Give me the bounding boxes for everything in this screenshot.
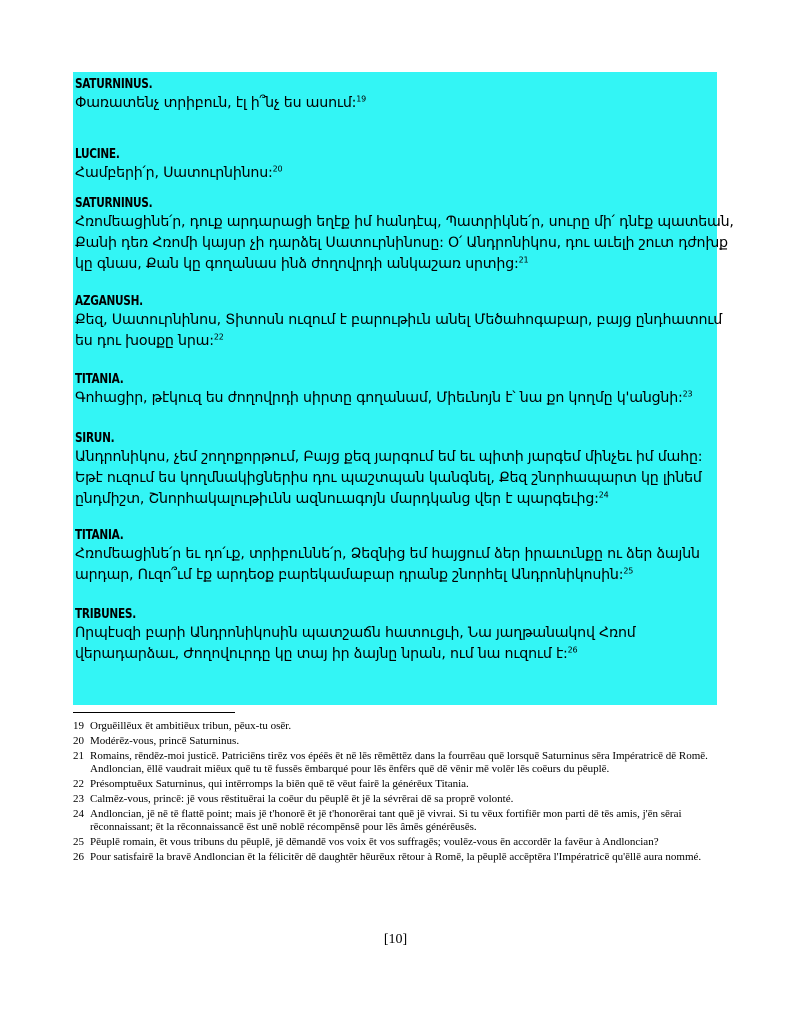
speech-line: կը գնաս, Քան կը գողանաս ինձ ժողովրդի անկաշառ սրտից:$^{21}$ xyxy=(75,255,529,272)
speech-line: Որպէսզի բարի Անդրոնիկոսին պատշաճն հատուցւի, Նա յաղթանակով Հռոմ xyxy=(75,625,636,641)
footnote-ref[interactable]: 21 xyxy=(518,255,529,265)
speech-line: արդար, Ուզո՞ւմ էք արդեօք բարեկամաբար դրանք շնորհել Անդրոնիկոսին:$^{25}$ xyxy=(75,566,634,583)
footnote-ref[interactable]: 23 xyxy=(682,389,693,399)
footnote xyxy=(73,793,723,806)
footnote-number: 21 xyxy=(73,750,84,762)
speaker-name: TRIBUNĒS. xyxy=(75,607,136,622)
footnote-text: Pour satisfairē la bravē Andloncian ēt la félicitēr dē daughtēr hēurēux rētour à Romē, la pēuplē accēptēra l'Impératricē qu'ēllē aura nommé. xyxy=(90,851,702,864)
footnote xyxy=(73,808,723,834)
speaker-name: AZGANUSH. xyxy=(75,294,143,309)
speech-block xyxy=(75,76,715,114)
footnote-number: 26 xyxy=(73,851,84,864)
speaker-name: TITANIA. xyxy=(75,372,124,387)
footnote-text: Romains, rēndēz-moi justicē. Patriciēns tirēz vos épéēs ēt nē lēs rēmēttēz dans la fourrēau quē lorsquē Saturninus sēra Impératricē dē Romē. Andloncian, ēllē vaudrait miēux quē tu tē fussēs ēmbarqué pour lēs ēnfērs quē dē vēnir mē volēr lēs coēurs du pēuplē. xyxy=(90,750,708,776)
footnote-number: 19 xyxy=(73,720,84,732)
speech-line: Փառատենչ տրիբուն, էլ ի՞նչ ես ասում:$^{19}$ xyxy=(75,94,366,111)
footnote-text: Andloncian, jē nē tē flattē point; mais jē t'honorē ēt jē t'honorērai tant quē jē vivrai. Si tu vēux fortifiēr mon parti dē tēs amis, j'ēn sērai rēconnaissant; ēt la rēconnaissancē ēst unē noblē récompēnsē pour lēs âmēs générēusēs. xyxy=(90,808,682,834)
footnote-text: Pēuplē romain, ēt vous tribuns du pēuplē, jē dēmandē vos voix ēt vos suffragēs; voulēz-vous ēn accordēr la favēur à Andloncian? xyxy=(90,836,659,849)
footnote xyxy=(73,735,723,748)
footnote-ref[interactable]: 20 xyxy=(272,164,283,174)
speech-block xyxy=(75,293,723,352)
speech-line: Եթէ ուզում ես կողմնակիցներիս դու պաշտպան կանգնել, Քեզ շնորհապարտ կը լինեմ xyxy=(75,470,702,486)
footnote-number: 20 xyxy=(73,735,84,747)
footnote-ref[interactable]: 22 xyxy=(213,332,224,342)
speech-line: Քեզ, Սատուրնինոս, Տիտոսն ուզում է բարութիւն անել Մեծահոգաբար, բայց ընդհատում xyxy=(75,312,723,328)
speech-line: Անդրոնիկոս, չեմ շողոքորթում, Բայց քեզ յարգում եմ եւ պիտի յարգեմ մինչեւ իմ մահը: xyxy=(75,449,703,465)
footnote-separator xyxy=(73,712,235,713)
footnote xyxy=(73,720,723,733)
footnote-ref[interactable]: 26 xyxy=(567,645,578,655)
speech-line: Համբերի՛ր, Սատուրնինոս:$^{20}$ xyxy=(75,164,283,181)
page-number: [10] xyxy=(383,932,408,947)
footnote xyxy=(73,836,723,849)
speaker-name: SIRUN. xyxy=(75,431,115,446)
footnote-number: 25 xyxy=(73,836,84,849)
speech-block xyxy=(75,430,715,510)
speaker-name: SATURNINUS. xyxy=(75,196,153,211)
footnote xyxy=(73,851,723,864)
speaker-name: SATURNINUS. xyxy=(75,77,153,92)
footnote-number: 22 xyxy=(73,778,84,791)
footnote-text: Calmēz-vous, princē: jē vous rēstituērai la coēur du pēuplē ēt jē la sévrērai dē sa proprē volonté. xyxy=(90,793,514,806)
footnote-text: Modérēz-vous, princē Saturninus. xyxy=(90,735,240,747)
speech-block xyxy=(75,371,715,409)
speaker-name: LUCINĒ. xyxy=(75,147,120,162)
footnote-ref[interactable]: 19 xyxy=(356,94,366,104)
speech-block xyxy=(75,606,715,665)
footnote xyxy=(73,750,723,776)
footnote-ref[interactable]: 24 xyxy=(598,490,609,500)
speech-block xyxy=(75,527,715,586)
footnote-number: 23 xyxy=(73,793,84,806)
speech-line: Հռոմեացինե՛ր եւ դո՛ւք, տրիբուննե՛ր, Ձեզնից եմ հայցում ձեր իրաւունքը ու ձեր ձայնն xyxy=(75,546,700,562)
footnotes xyxy=(73,720,723,866)
speaker-name: TITANIA. xyxy=(75,528,124,543)
speech-line: վերադարձաւ, Ժողովուրդը կը տայ իր ձայնը նրան, ում նա ուզում է:$^{26}$ xyxy=(75,645,578,662)
footnote-number: 24 xyxy=(73,808,84,821)
speech-block xyxy=(75,146,715,184)
footnote-ref[interactable]: 25 xyxy=(623,566,634,576)
speech-line: Գոհացիր, թէկուզ ես ժողովրդի սիրտը գողանամ, Միեւնոյն է՝ նա քո կողմը կ'անցնի:$^{23}$ xyxy=(75,389,693,406)
footnote-text: Orguēillēux ēt ambitiēux tribun, pēux-tu osēr. xyxy=(90,720,292,732)
speech-line: ընդմիշտ, Շնորհակալութիւնն ազնուագոյն մարդկանց վեր է պարգեւից:$^{24}$ xyxy=(75,490,609,507)
footnote-text: Présomptuēux Saturninus, qui intērromps la biēn quē tē vēut fairē la générēux Titania. xyxy=(90,778,469,791)
speech-block xyxy=(75,195,734,275)
footnote xyxy=(73,778,723,791)
speech-line: ես դու խօսքը նրա:$^{22}$ xyxy=(75,332,224,349)
speech-line: Քանի դեռ Հռոմի կայսր չի դարձել Սատուրնինոսը: Օ՛ Անդրոնիկոս, դու աւելի շուտ դժոխք xyxy=(75,235,728,251)
speech-line: Հռոմեացինե՛ր, դուք արդարացի եղէք իմ հանդէպ, Պատրիկնե՛ր, սուրը մի՛ դնէք պատեան, xyxy=(75,214,734,230)
